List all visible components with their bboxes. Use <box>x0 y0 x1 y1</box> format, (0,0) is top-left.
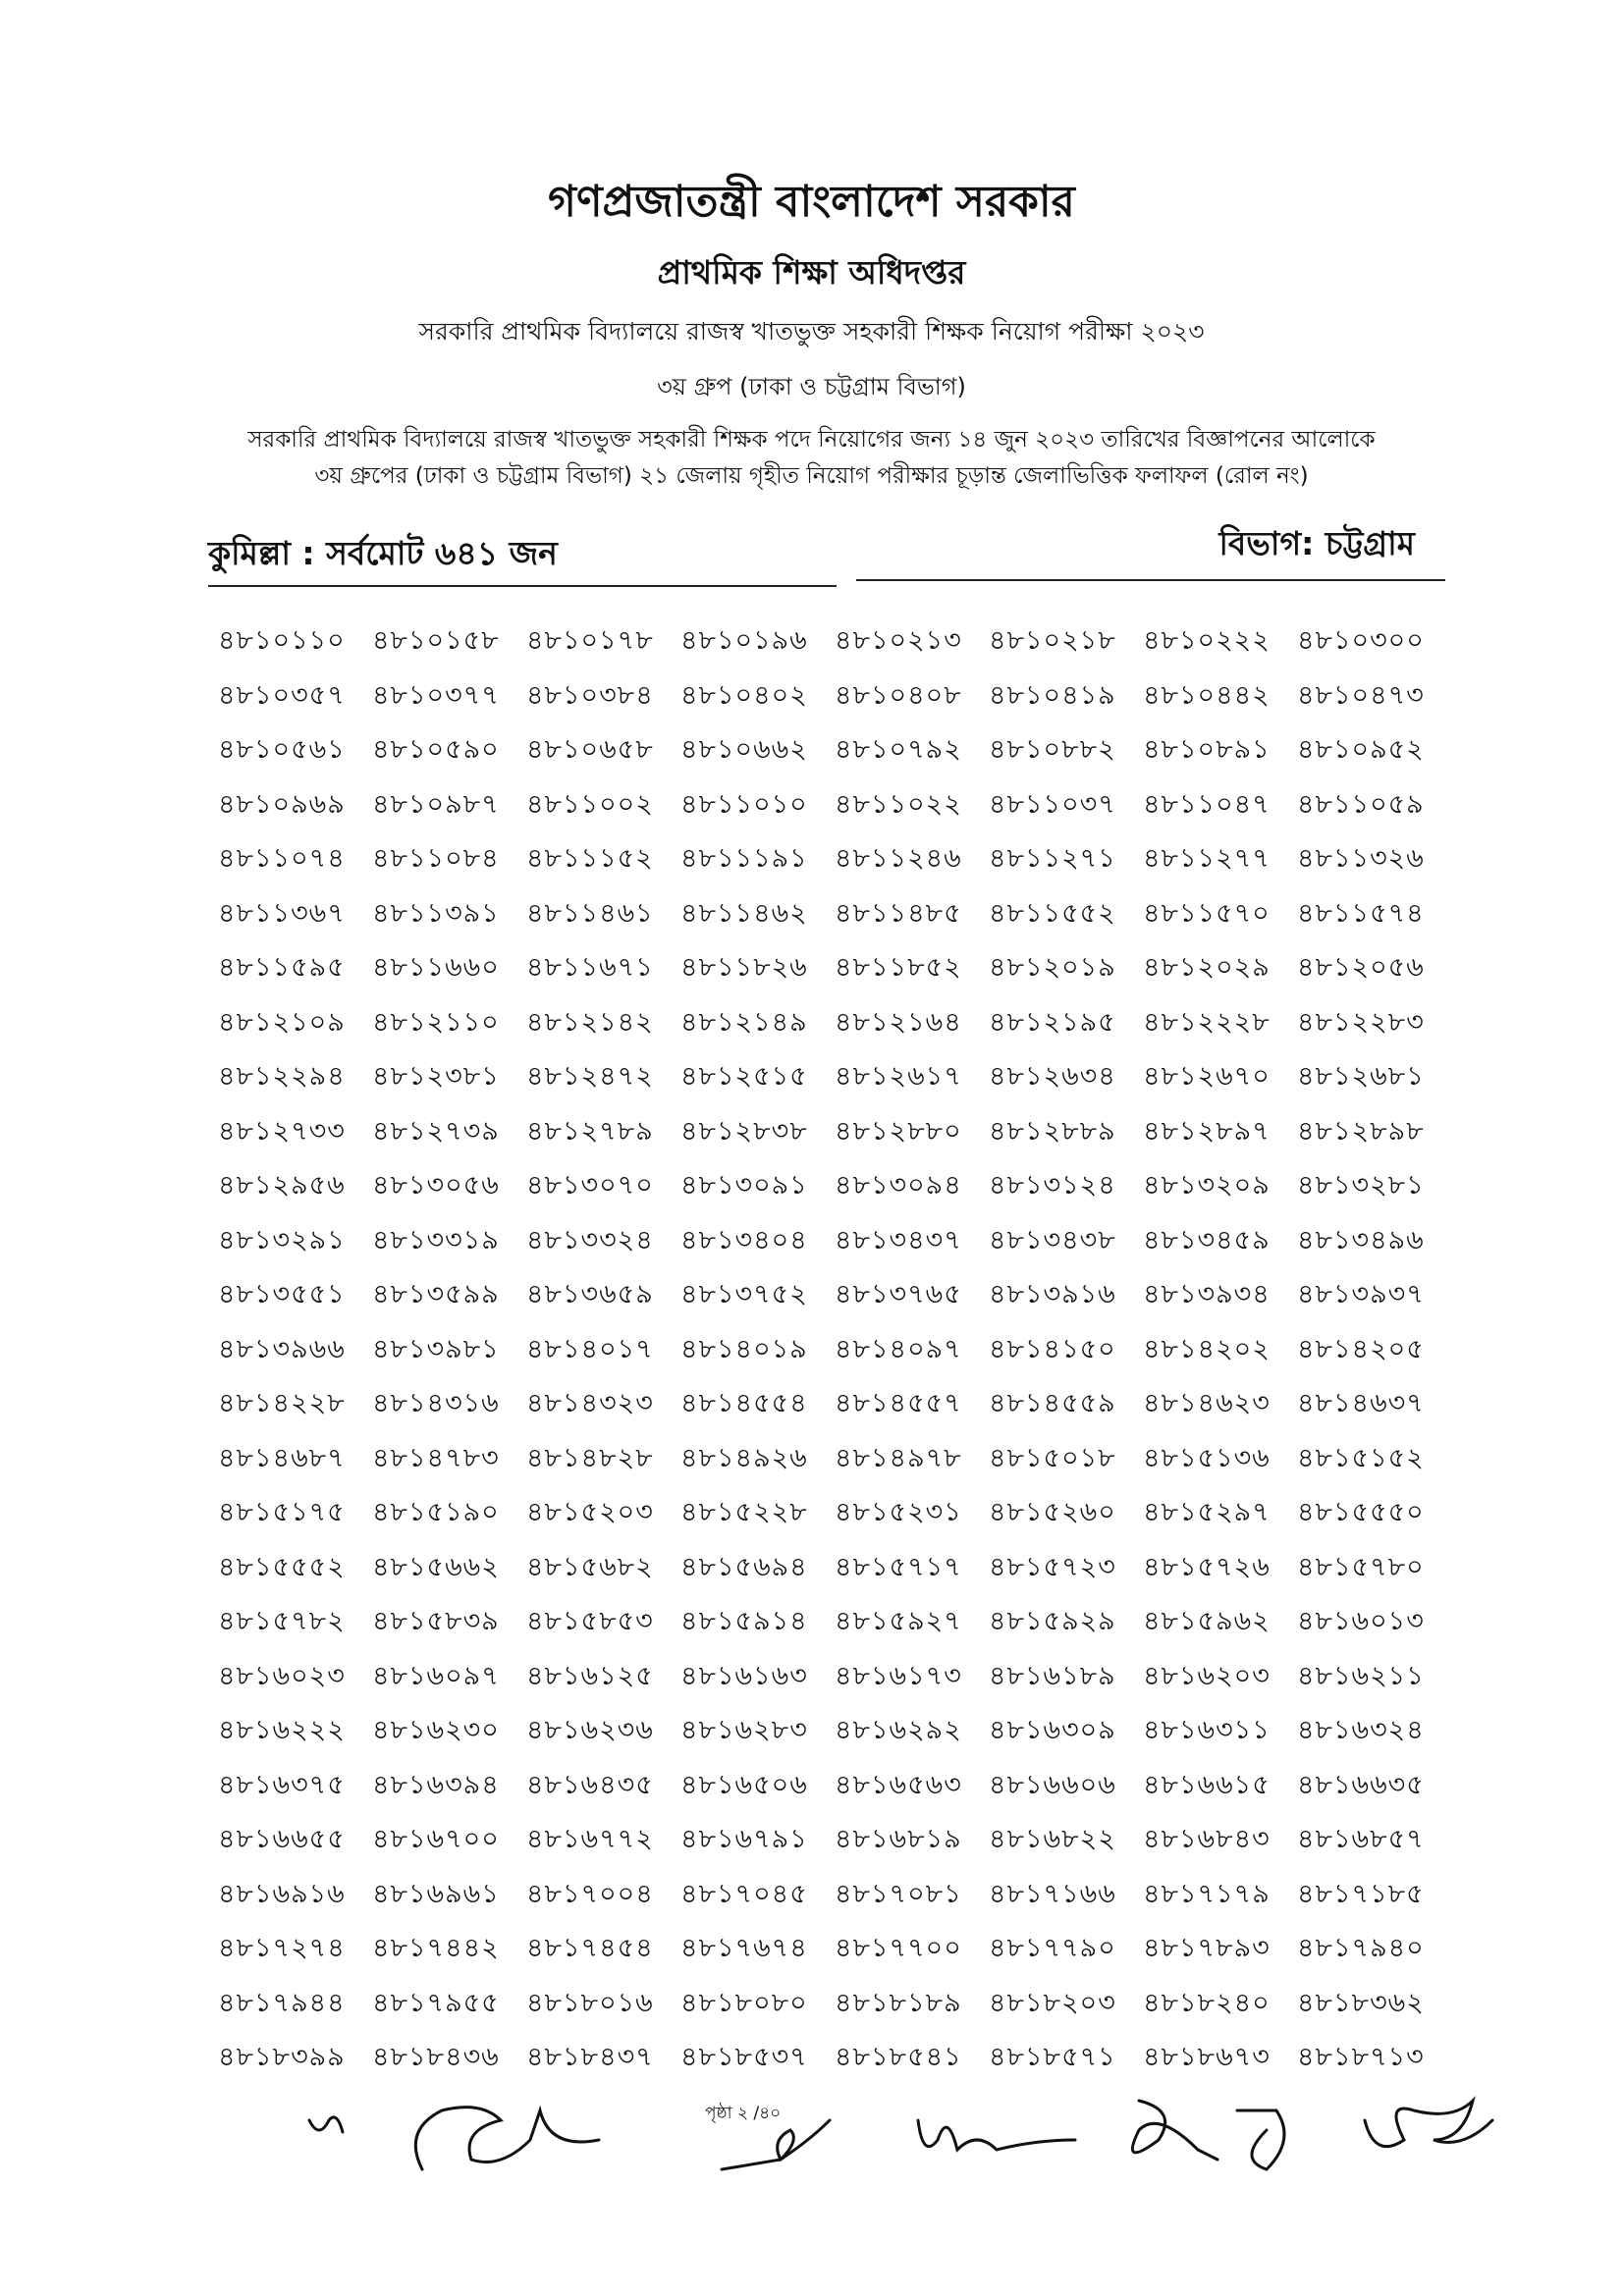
roll-number: ৪৮১৬৩১১ <box>1143 1715 1271 1745</box>
roll-number: ৪৮১৬৩২৪ <box>1297 1715 1425 1745</box>
roll-number: ৪৮১৫৭১৭ <box>835 1551 962 1582</box>
roll-number: ৪৮১৪৩২৩ <box>526 1388 654 1418</box>
roll-number: ৪৮১৩৪৯৬ <box>1297 1224 1425 1255</box>
roll-number: ৪৮১১৫৭০ <box>1143 897 1271 929</box>
roll-number: ৪৮১১০৩৭ <box>989 788 1116 820</box>
roll-number: ৪৮১৫৯৬২ <box>1143 1606 1271 1636</box>
roll-number: ৪৮১৫৭৮০ <box>1297 1551 1425 1582</box>
roll-number: ৪৮১০৪৪২ <box>1143 679 1271 711</box>
roll-row <box>218 1438 1445 1493</box>
roll-number: ৪৮১১৫৯৫ <box>218 952 346 983</box>
roll-number: ৪৮১২৮৩৮ <box>680 1115 808 1147</box>
roll-number: ৪৮১৩০৫৬ <box>372 1170 500 1201</box>
roll-number-grid <box>218 620 1445 2092</box>
roll-number: ৪৮১৪৯২৬ <box>680 1442 808 1473</box>
roll-number: ৪৮১২০৫৬ <box>1297 952 1425 983</box>
roll-number: ৪৮১৮৩৬২ <box>1297 1987 1425 2018</box>
roll-number: ৪৮১৫৬৯৪ <box>680 1551 808 1582</box>
roll-row <box>218 1002 1445 1057</box>
roll-number: ৪৮১৩৯১৬ <box>989 1279 1116 1309</box>
roll-row <box>218 1983 1445 2038</box>
roll-row <box>218 1710 1445 1765</box>
roll-number: ৪৮১১০২২ <box>835 788 962 820</box>
roll-number: ৪৮১৬৩৯৪ <box>372 1769 500 1800</box>
roll-number: ৪৮১১৬৭১ <box>526 952 654 983</box>
directorate-title: প্রাথমিক শিক্ষা অধিদপ্তর <box>657 253 966 292</box>
roll-number: ৪৮১০২২২ <box>1143 625 1271 656</box>
roll-number: ৪৮১৬৬৫৫ <box>218 1824 346 1854</box>
roll-number: ৪৮১৩৪০৪ <box>680 1224 808 1255</box>
roll-number: ৪৮১০৬৬২ <box>680 734 808 765</box>
roll-number: ৪৮১৩২৮১ <box>1297 1170 1425 1201</box>
roll-number: ৪৮১৮৪৩৬ <box>372 2042 500 2072</box>
roll-number: ৪৮১৩৯৬৬ <box>218 1333 346 1364</box>
roll-number: ৪৮১৬০৯৭ <box>372 1660 500 1691</box>
roll-number: ৪৮১১৫৭৪ <box>1297 897 1425 929</box>
roll-number: ৪৮১৬৬০৬ <box>989 1769 1116 1800</box>
roll-number: ৪৮১২১৯৫ <box>989 1006 1116 1038</box>
roll-number: ৪৮১২৩৮১ <box>372 1061 500 1092</box>
roll-number: ৪৮১২৬৩৪ <box>989 1061 1116 1092</box>
roll-row <box>218 838 1445 893</box>
roll-number: ৪৮১৭৪৫৪ <box>526 1933 654 1963</box>
roll-number: ৪৮১০৪০৮ <box>835 679 962 711</box>
roll-number: ৪৮১৮১৮৯ <box>835 1987 962 2018</box>
roll-number: ৪৮১৫৭৮২ <box>218 1606 346 1636</box>
roll-number: ৪৮১৬৪৩৫ <box>526 1769 654 1800</box>
roll-number: ৪৮১০২১৮ <box>989 625 1116 656</box>
roll-number: ৪৮১২৯৫৬ <box>218 1170 346 1201</box>
roll-row <box>218 1874 1445 1929</box>
roll-number: ৪৮১৩৯৮১ <box>372 1333 500 1364</box>
roll-number: ৪৮১৬৯১৬ <box>218 1878 346 1909</box>
roll-number: ৪৮১২৮৯৭ <box>1143 1115 1271 1147</box>
roll-number: ৪৮১৪৬৩৭ <box>1297 1388 1425 1418</box>
roll-number: ৪৮১৮৭১৩ <box>1297 2042 1425 2072</box>
signature-6 <box>1237 2110 1284 2169</box>
roll-number: ৪৮১১৮৫২ <box>835 952 962 983</box>
roll-number: ৪৮১৬৮৪৩ <box>1143 1824 1271 1854</box>
roll-number: ৪৮১৬৫৬৩ <box>835 1769 962 1800</box>
roll-number: ৪৮১৫১৫২ <box>1297 1442 1425 1473</box>
roll-number: ৪৮১৫৯২৯ <box>989 1606 1116 1636</box>
roll-number: ৪৮১২২৮৩ <box>1297 1006 1425 1038</box>
signature-7 <box>1365 2101 1492 2147</box>
roll-number: ৪৮১৫১৩৬ <box>1143 1442 1271 1473</box>
roll-number: ৪৮১৫১৭৫ <box>218 1497 346 1527</box>
roll-number: ৪৮১৬২০৩ <box>1143 1660 1271 1691</box>
roll-number: ৪৮১১৪৬১ <box>526 897 654 929</box>
roll-number: ৪৮১২০১৯ <box>989 952 1116 983</box>
roll-number: ৪৮১২১৪২ <box>526 1006 654 1038</box>
roll-row <box>218 1220 1445 1275</box>
roll-number: ৪৮১১০১০ <box>680 788 808 820</box>
roll-number: ৪৮১৫৮৩৯ <box>372 1606 500 1636</box>
signatures <box>0 2081 1623 2199</box>
signature-5 <box>1132 2101 1217 2160</box>
roll-row <box>218 1656 1445 1711</box>
roll-number: ৪৮১৩৯৩৭ <box>1297 1279 1425 1309</box>
roll-number: ৪৮১৮২০৩ <box>989 1987 1116 2018</box>
roll-number: ৪৮১৭০৮১ <box>835 1878 962 1909</box>
roll-number: ৪৮১৩১২৪ <box>989 1170 1116 1201</box>
roll-number: ৪৮১৪২২৮ <box>218 1388 346 1418</box>
roll-row <box>218 1056 1445 1111</box>
roll-number: ৪৮১৬২৩৬ <box>526 1715 654 1745</box>
roll-number: ৪৮১২২৯৪ <box>218 1061 346 1092</box>
roll-number: ৪৮১১২৪৬ <box>835 843 962 874</box>
roll-row <box>218 1547 1445 1602</box>
roll-number: ৪৮১৩২০৯ <box>1143 1170 1271 1201</box>
exam-title: সরকারি প্রাথমিক বিদ্যালয়ে রাজস্ব খাতভুক্ত সহকারী শিক্ষক নিয়োগ পরীক্ষা ২০২৩ <box>418 317 1205 346</box>
roll-number: ৪৮১৭৭৯০ <box>989 1933 1116 1963</box>
roll-number: ৪৮১১১৯১ <box>680 843 808 874</box>
roll-number: ৪৮১২১৪৯ <box>680 1006 808 1038</box>
roll-number: ৪৮১২১১০ <box>372 1006 500 1038</box>
roll-number: ৪৮১৫৫৫০ <box>1297 1497 1425 1527</box>
group-title: ৩য় গ্রুপ (ঢাকা ও চট্টগ্রাম বিভাগ) <box>657 373 966 400</box>
roll-number: ৪৮১০৫৬১ <box>218 734 346 765</box>
roll-number: ৪৮১১২৭১ <box>989 843 1116 874</box>
roll-number: ৪৮১৫৬৬২ <box>372 1551 500 1582</box>
roll-number: ৪৮১১০৮৪ <box>372 843 500 874</box>
roll-number: ৪৮১০৯৫২ <box>1297 734 1425 765</box>
roll-number: ৪৮১৬২৯২ <box>835 1715 962 1745</box>
roll-number: ৪৮১৬৬৩৫ <box>1297 1769 1425 1800</box>
roll-row <box>218 1111 1445 1166</box>
roll-number: ৪৮১০১৯৬ <box>680 625 808 656</box>
roll-number: ৪৮১৫৬৮২ <box>526 1551 654 1582</box>
roll-number: ৪৮১৭০৪৫ <box>680 1878 808 1909</box>
roll-number: ৪৮১৩৭৫২ <box>680 1279 808 1309</box>
roll-number: ৪৮১২৭৩৯ <box>372 1115 500 1147</box>
roll-number: ৪৮১৭৮৯৩ <box>1143 1933 1271 1963</box>
roll-number: ৪৮১১৬৬০ <box>372 952 500 983</box>
roll-number: ৪৮১৪০৯৭ <box>835 1333 962 1364</box>
roll-number: ৪৮১২৮৯৮ <box>1297 1115 1425 1147</box>
roll-row <box>218 1383 1445 1438</box>
roll-number: ৪৮১৬৭৭২ <box>526 1824 654 1854</box>
roll-number: ৪৮১০৩৮৪ <box>526 679 654 711</box>
roll-number: ৪৮১১১৫২ <box>526 843 654 874</box>
roll-number: ৪৮১৭০০৪ <box>526 1878 654 1909</box>
roll-number: ৪৮১৪৬২৩ <box>1143 1388 1271 1418</box>
roll-number: ৪৮১০৬৫৮ <box>526 734 654 765</box>
roll-number: ৪৮১৩৫৯৯ <box>372 1279 500 1309</box>
district-total: কুমিল্লা : সর্বমোট ৬৪১ জন <box>208 534 558 572</box>
roll-number: ৪৮১৫৭২৩ <box>989 1551 1116 1582</box>
roll-number: ৪৮১৬২৩০ <box>372 1715 500 1745</box>
roll-number: ৪৮১৬১৬৩ <box>680 1660 808 1691</box>
roll-number: ৪৮১৩৪৩৮ <box>989 1224 1116 1255</box>
roll-number: ৪৮১৬২৮৩ <box>680 1715 808 1745</box>
roll-number: ৪৮১১০৪৭ <box>1143 788 1271 820</box>
roll-number: ৪৮১৭২৭৪ <box>218 1933 346 1963</box>
roll-number: ৪৮১৪০১৭ <box>526 1333 654 1364</box>
roll-row <box>218 1819 1445 1874</box>
roll-number: ৪৮১১০৫৯ <box>1297 788 1425 820</box>
roll-number: ৪৮১৩৩২৪ <box>526 1224 654 1255</box>
roll-number: ৪৮১১০৭৪ <box>218 843 346 874</box>
roll-number: ৪৮১৫২৯৭ <box>1143 1497 1271 1527</box>
roll-number: ৪৮১২২২৮ <box>1143 1006 1271 1038</box>
roll-number: ৪৮১১৫৫২ <box>989 897 1116 929</box>
roll-number: ৪৮১৭৯৪০ <box>1297 1933 1425 1963</box>
roll-number: ৪৮১২৬৮১ <box>1297 1061 1425 1092</box>
roll-number: ৪৮১৮৪৩৭ <box>526 2042 654 2072</box>
roll-number: ৪৮১৩৪৩৭ <box>835 1224 962 1255</box>
roll-row <box>218 675 1445 730</box>
roll-number: ৪৮১৩৪৫৯ <box>1143 1224 1271 1255</box>
government-title: গণপ্রজাতন্ত্রী বাংলাদেশ সরকার <box>548 177 1075 227</box>
roll-number: ৪৮১৩৯৩৪ <box>1143 1279 1271 1309</box>
roll-number: ৪৮১৩২৯১ <box>218 1224 346 1255</box>
roll-number: ৪৮১৮৫৪১ <box>835 2042 962 2072</box>
roll-number: ৪৮১১৩৯১ <box>372 897 500 929</box>
roll-number: ৪৮১৬১৭৩ <box>835 1660 962 1691</box>
roll-row <box>218 1165 1445 1220</box>
roll-row <box>218 893 1445 948</box>
roll-number: ৪৮১৭৯৫৫ <box>372 1987 500 2018</box>
roll-number: ৪৮১৪২০৫ <box>1297 1333 1425 1364</box>
roll-number: ৪৮১৫২৩১ <box>835 1497 962 1527</box>
roll-number: ৪৮১৬৮৫৭ <box>1297 1824 1425 1854</box>
page-number: পৃষ্ঠা ২ /৪০ <box>705 2104 782 2123</box>
roll-number: ৪৮১৭৬৭৪ <box>680 1933 808 1963</box>
roll-number: ৪৮১৫২০৩ <box>526 1497 654 1527</box>
signature-4 <box>918 2120 1075 2150</box>
roll-number: ৪৮১৬২১১ <box>1297 1660 1425 1691</box>
roll-number: ৪৮১৬৩৭৫ <box>218 1769 346 1800</box>
roll-number: ৪৮১১২৭৭ <box>1143 843 1271 874</box>
roll-number: ৪৮১১০০২ <box>526 788 654 820</box>
roll-number: ৪৮১৭৯৪৪ <box>218 1987 346 2018</box>
division-label: বিভাগ: চট্টগ্রাম <box>1218 524 1415 562</box>
result-description <box>147 422 1476 495</box>
roll-number: ৪৮১৫৮৫৩ <box>526 1606 654 1636</box>
roll-number: ৪৮১০৪১৯ <box>989 679 1116 711</box>
description-line-1: সরকারি প্রাথমিক বিদ্যালয়ে রাজস্ব খাতভুক্ত সহকারী শিক্ষক পদে নিয়োগের জন্য ১৪ জুন ২০২৩ তারিখের বিজ্ঞাপনের আলোকে <box>247 427 1376 453</box>
roll-number: ৪৮১৫০১৮ <box>989 1442 1116 1473</box>
roll-number: ৪৮১৬০১৩ <box>1297 1606 1425 1636</box>
roll-number: ৪৮১৬৮২২ <box>989 1824 1116 1854</box>
roll-number: ৪৮১৬৭৯১ <box>680 1824 808 1854</box>
roll-row <box>218 1928 1445 1983</box>
roll-number: ৪৮১২৬৭০ <box>1143 1061 1271 1092</box>
signature-3 <box>722 2120 830 2169</box>
roll-number: ৪৮১২১০৯ <box>218 1006 346 1038</box>
roll-row <box>218 729 1445 784</box>
roll-number: ৪৮১২৮৮৯ <box>989 1115 1116 1147</box>
roll-number: ৪৮১০৭৯২ <box>835 734 962 765</box>
roll-number: ৪৮১০৯৮৭ <box>372 788 500 820</box>
roll-number: ৪৮১৮০৮০ <box>680 1987 808 2018</box>
roll-number: ৪৮১৩৭৬৫ <box>835 1279 962 1309</box>
roll-number: ৪৮১৭১৮৫ <box>1297 1878 1425 1909</box>
roll-number: ৪৮১৮০১৬ <box>526 1987 654 2018</box>
roll-number: ৪৮১৪৮২৮ <box>526 1442 654 1473</box>
roll-number: ৪৮১৬১৮৯ <box>989 1660 1116 1691</box>
roll-number: ৪৮১৭৪৪২ <box>372 1933 500 1963</box>
roll-number: ৪৮১৩৬৫৯ <box>526 1279 654 1309</box>
roll-number: ৪৮১৩৫৫১ <box>218 1279 346 1309</box>
roll-number: ৪৮১৮৩৯৯ <box>218 2042 346 2072</box>
roll-number: ৪৮১২৬১৭ <box>835 1061 962 1092</box>
roll-number: ৪৮১৬৯৬১ <box>372 1878 500 1909</box>
roll-number: ৪৮১৪২০২ <box>1143 1333 1271 1364</box>
roll-number: ৪৮১৫২২৮ <box>680 1497 808 1527</box>
roll-number: ৪৮১০৫৯০ <box>372 734 500 765</box>
roll-number: ৪৮১২৫১৫ <box>680 1061 808 1092</box>
roll-number: ৪৮১২৪৭২ <box>526 1061 654 1092</box>
signature-1 <box>309 2117 343 2132</box>
roll-number: ৪৮১৪১৫০ <box>989 1333 1116 1364</box>
roll-number: ৪৮১৫৯১৪ <box>680 1606 808 1636</box>
roll-number: ৪৮১৫৭২৬ <box>1143 1551 1271 1582</box>
roll-number: ৪৮১০৮৮২ <box>989 734 1116 765</box>
roll-row <box>218 784 1445 839</box>
roll-number: ৪৮১০১৭৮ <box>526 625 654 656</box>
roll-number: ৪৮১১৪৮৫ <box>835 897 962 929</box>
roll-number: ৪৮১১৩২৬ <box>1297 843 1425 874</box>
roll-number: ৪৮১৩৩১৯ <box>372 1224 500 1255</box>
roll-number: ৪৮১৫১৯০ <box>372 1497 500 1527</box>
roll-number: ৪৮১০১১০ <box>218 625 346 656</box>
roll-number: ৪৮১৭১৬৬ <box>989 1878 1116 1909</box>
roll-number: ৪৮১৩০৯৪ <box>835 1170 962 1201</box>
roll-number: ৪৮১১৮২৬ <box>680 952 808 983</box>
roll-row <box>218 1765 1445 1820</box>
roll-number: ৪৮১৪৭৮৩ <box>372 1442 500 1473</box>
roll-number: ৪৮১০২১৩ <box>835 625 962 656</box>
roll-number: ৪৮১০৪০২ <box>680 679 808 711</box>
roll-number: ৪৮১৩০৯১ <box>680 1170 808 1201</box>
roll-number: ৪৮১২৮৮০ <box>835 1115 962 1147</box>
roll-number: ৪৮১০৩০০ <box>1297 625 1425 656</box>
roll-number: ৪৮১০৮৯১ <box>1143 734 1271 765</box>
roll-number: ৪৮১৪৫৫৯ <box>989 1388 1116 1418</box>
signature-2 <box>415 2108 599 2169</box>
roll-number: ৪৮১৬৭০০ <box>372 1824 500 1854</box>
roll-number: ৪৮১২১৬৪ <box>835 1006 962 1038</box>
roll-number: ৪৮১৮৫৭১ <box>989 2042 1116 2072</box>
roll-number: ৪৮১৪৫৫৪ <box>680 1388 808 1418</box>
roll-number: ৪৮১৬৬১৫ <box>1143 1769 1271 1800</box>
roll-number: ৪৮১৬১২৫ <box>526 1660 654 1691</box>
roll-row <box>218 620 1445 675</box>
roll-row <box>218 947 1445 1002</box>
roll-number: ৪৮১২০২৯ <box>1143 952 1271 983</box>
roll-number: ৪৮১৬২২২ <box>218 1715 346 1745</box>
roll-number: ৪৮১৫২৬০ <box>989 1497 1116 1527</box>
roll-number: ৪৮১০৪৭৩ <box>1297 679 1425 711</box>
roll-number: ৪৮১৪৫৫৭ <box>835 1388 962 1418</box>
roll-number: ৪৮১২৭৮৯ <box>526 1115 654 1147</box>
roll-number: ৪৮১৬৫০৬ <box>680 1769 808 1800</box>
roll-number: ৪৮১২৭৩৩ <box>218 1115 346 1147</box>
roll-number: ৪৮১১৪৬২ <box>680 897 808 929</box>
roll-number: ৪৮১০৯৬৯ <box>218 788 346 820</box>
roll-number: ৪৮১৫৫৫২ <box>218 1551 346 1582</box>
roll-number: ৪৮১১৩৬৭ <box>218 897 346 929</box>
roll-number: ৪৮১৫৯২৭ <box>835 1606 962 1636</box>
roll-number: ৪৮১৪৯৭৮ <box>835 1442 962 1473</box>
roll-number: ৪৮১৩০৭০ <box>526 1170 654 1201</box>
roll-number: ৪৮১৮৬৭৩ <box>1143 2042 1271 2072</box>
roll-number: ৪৮১৪৬৮৭ <box>218 1442 346 1473</box>
roll-number: ৪৮১৬৩০৯ <box>989 1715 1116 1745</box>
roll-number: ৪৮১০৩৭৭ <box>372 679 500 711</box>
roll-number: ৪৮১৭১৭৯ <box>1143 1878 1271 1909</box>
roll-number: ৪৮১৮৫৩৭ <box>680 2042 808 2072</box>
roll-number: ৪৮১৪৩১৬ <box>372 1388 500 1418</box>
roll-number: ৪৮১৬০২৩ <box>218 1660 346 1691</box>
divider-right <box>856 579 1445 581</box>
roll-number: ৪৮১৮২৪০ <box>1143 1987 1271 2018</box>
roll-number: ৪৮১৭৭০০ <box>835 1933 962 1963</box>
divider-left <box>208 585 837 587</box>
roll-row <box>218 1601 1445 1656</box>
roll-number: ৪৮১৬৮১৯ <box>835 1824 962 1854</box>
roll-number: ৪৮১০১৫৮ <box>372 625 500 656</box>
roll-row <box>218 1492 1445 1547</box>
roll-number: ৪৮১৪০১৯ <box>680 1333 808 1364</box>
description-line-2: ৩য় গ্রুপের (ঢাকা ও চট্টগ্রাম বিভাগ) ২১ জেলায় গৃহীত নিয়োগ পরীক্ষার চূড়ান্ত জেলাভিত্তিক ফলাফল (রোল নং) <box>314 463 1309 489</box>
roll-row <box>218 1274 1445 1329</box>
roll-row <box>218 1329 1445 1384</box>
roll-number: ৪৮১০৩৫৭ <box>218 679 346 711</box>
